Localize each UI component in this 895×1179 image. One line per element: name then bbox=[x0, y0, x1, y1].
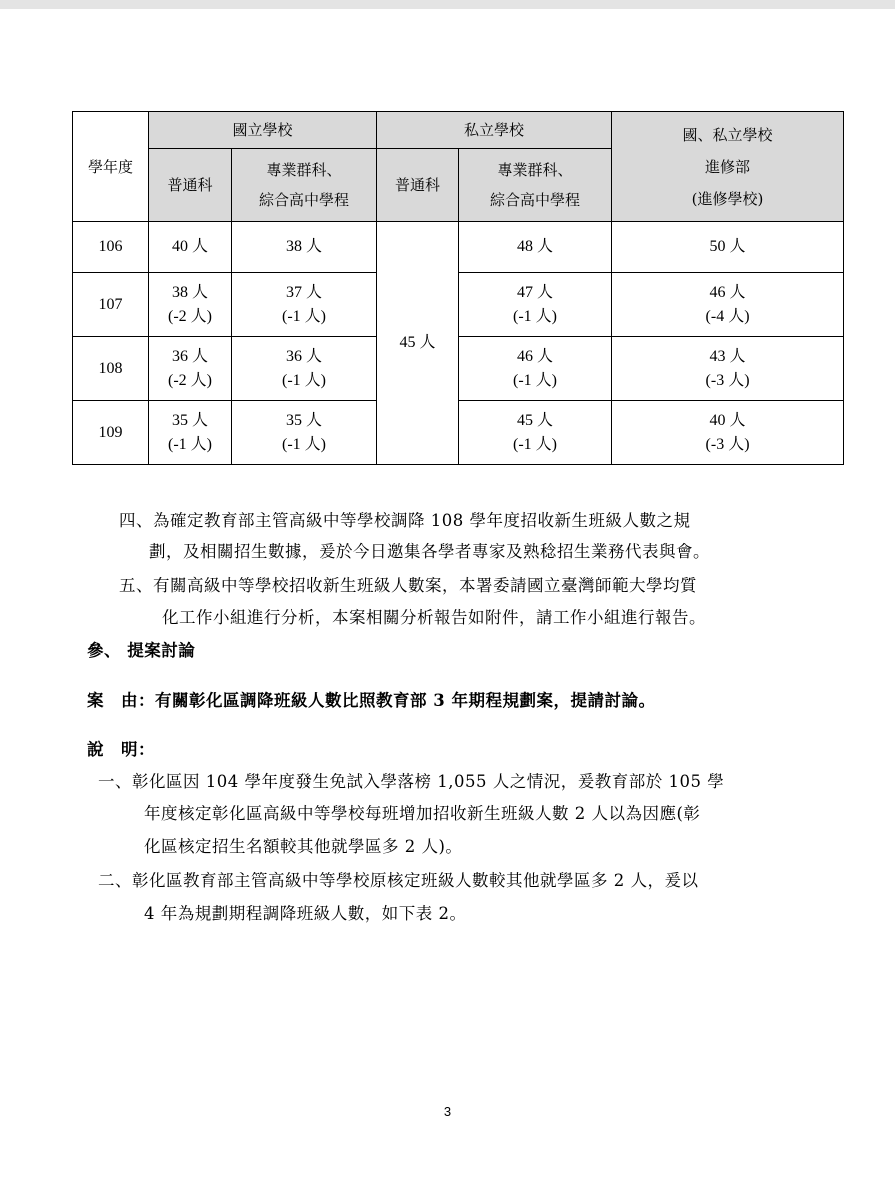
private-vocational-cell: 48 人 bbox=[459, 222, 612, 273]
header-public-vocational: 專業群科、 綜合高中學程 bbox=[232, 149, 377, 222]
private-general-merged-cell: 45 人 bbox=[377, 222, 459, 465]
explanation-1-line3: 化區核定招生名額較其他就學區多 2 人)。 bbox=[144, 837, 463, 856]
item-5-line2: 化工作小組進行分析，本案相關分析報告如附件，請工作小組進行報告。 bbox=[162, 608, 706, 627]
continuing-education-cell: 43 人 (-3 人) bbox=[612, 337, 844, 401]
public-general-cell: 36 人 (-2 人) bbox=[149, 337, 232, 401]
private-vocational-cell: 45 人 (-1 人) bbox=[459, 401, 612, 465]
header-both-line2: 進修部 bbox=[705, 157, 751, 176]
item-4-line1: 四、為確定教育部主管高級中等學校調降 108 學年度招收新生班級人數之規 bbox=[119, 511, 691, 530]
explanation-1-line1: 一、彰化區因 104 學年度發生免試入學落榜 1,055 人之情況，爰教育部於 105 學 bbox=[98, 772, 725, 791]
viewer-top-bar bbox=[0, 0, 895, 9]
case-subject: 案 由：有關彰化區調降班級人數比照教育部 3 年期程規劃案，提請討論。 bbox=[87, 691, 656, 710]
explanation-2-line2: 4 年為規劃期程調降班級人數，如下表 2。 bbox=[144, 904, 467, 923]
item-5-line1: 五、有關高級中等學校招收新生班級人數案，本署委請國立臺灣師範大學均質 bbox=[119, 576, 697, 595]
table-row bbox=[73, 273, 844, 337]
class-size-table bbox=[72, 111, 844, 465]
header-public-general: 普通科 bbox=[149, 149, 232, 222]
year-cell: 107 bbox=[73, 273, 149, 337]
page-number: 3 bbox=[443, 1104, 452, 1119]
continuing-education-cell: 50 人 bbox=[612, 222, 844, 273]
explanation-1-line2: 年度核定彰化區高級中等學校每班增加招收新生班級人數 2 人以為因應(彰 bbox=[144, 804, 701, 823]
header-continuing-education bbox=[612, 112, 844, 222]
header-both-line1: 國、私立學校 bbox=[682, 125, 773, 144]
public-vocational-cell: 38 人 bbox=[232, 222, 377, 273]
table-row bbox=[73, 337, 844, 401]
section-heading: 參、 提案討論 bbox=[87, 641, 196, 660]
header-both-line3: (進修學校) bbox=[691, 189, 764, 208]
continuing-education-cell: 46 人 (-4 人) bbox=[612, 273, 844, 337]
header-private-school: 私立學校 bbox=[377, 112, 612, 149]
explanation-heading: 說 明： bbox=[87, 740, 155, 759]
public-general-cell: 40 人 bbox=[149, 222, 232, 273]
explanation-2-line1: 二、彰化區教育部主管高級中等學校原核定班級人數較其他就學區多 2 人，爰以 bbox=[98, 871, 699, 890]
year-cell: 106 bbox=[73, 222, 149, 273]
private-vocational-cell: 46 人 (-1 人) bbox=[459, 337, 612, 401]
public-general-cell: 38 人 (-2 人) bbox=[149, 273, 232, 337]
public-general-cell: 35 人 (-1 人) bbox=[149, 401, 232, 465]
table-row bbox=[73, 401, 844, 465]
header-private-vocational: 專業群科、 綜合高中學程 bbox=[459, 149, 612, 222]
public-vocational-cell: 37 人 (-1 人) bbox=[232, 273, 377, 337]
table-row bbox=[73, 222, 844, 273]
public-vocational-cell: 36 人 (-1 人) bbox=[232, 337, 377, 401]
year-cell: 109 bbox=[73, 401, 149, 465]
header-private-general: 普通科 bbox=[377, 149, 459, 222]
header-public-school: 國立學校 bbox=[149, 112, 377, 149]
year-cell: 108 bbox=[73, 337, 149, 401]
continuing-education-cell: 40 人 (-3 人) bbox=[612, 401, 844, 465]
public-vocational-cell: 35 人 (-1 人) bbox=[232, 401, 377, 465]
private-vocational-cell: 47 人 (-1 人) bbox=[459, 273, 612, 337]
item-4-line2: 劃，及相關招生數據，爰於今日邀集各學者專家及熟稔招生業務代表與會。 bbox=[149, 542, 710, 561]
header-year: 學年度 bbox=[73, 112, 149, 222]
